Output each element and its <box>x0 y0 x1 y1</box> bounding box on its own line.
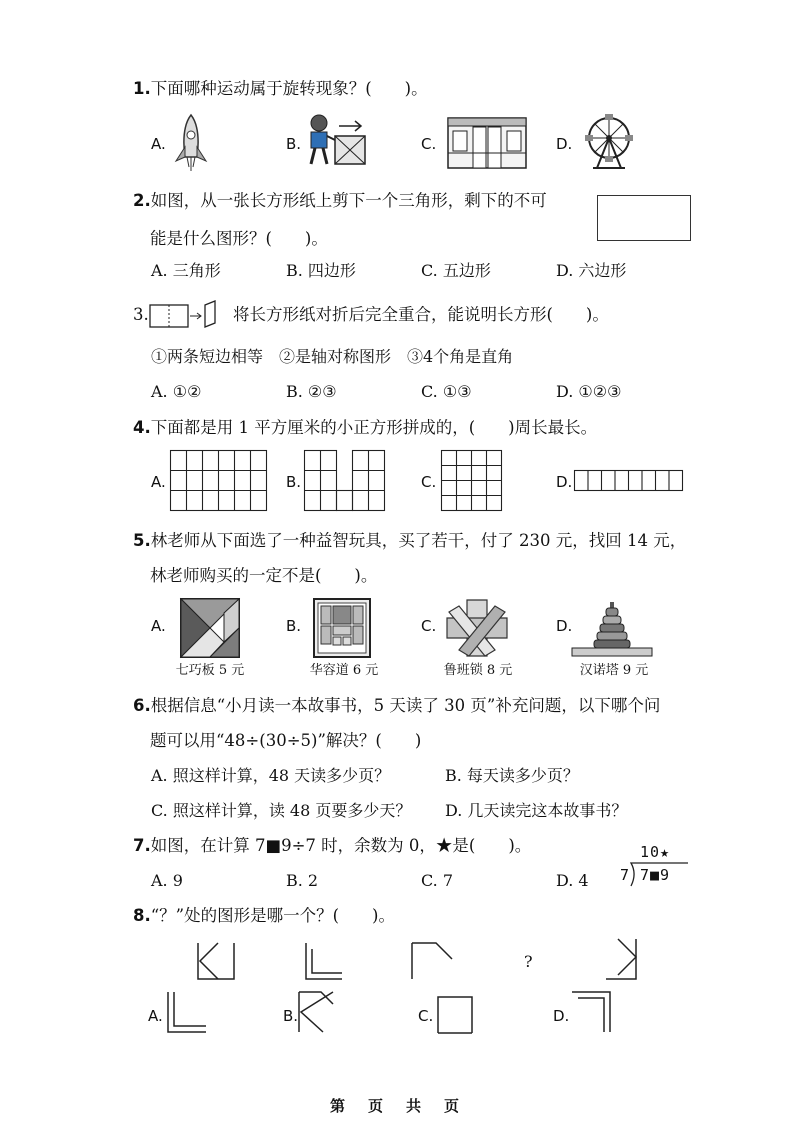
question-5 <box>133 530 686 552</box>
question-mark: ? <box>524 952 533 971</box>
question-text: “？”处的图形是哪一个？( )。 <box>150 906 395 925</box>
question-1 <box>133 78 428 100</box>
option-b-label[interactable]: B. <box>283 1007 299 1025</box>
option-d[interactable]: D. 几天读完这本故事书？ <box>445 801 628 820</box>
option-b-figure <box>297 990 347 1036</box>
option-c-label[interactable]: C. <box>421 473 437 491</box>
caption-huarongdao: 华容道 6 元 <box>309 663 379 678</box>
question-4 <box>133 417 597 439</box>
option-d-label[interactable]: D. <box>556 135 573 153</box>
caption-luban-lock: 鲁班锁 8 元 <box>443 663 513 678</box>
option-b[interactable]: B. 四边形 <box>286 261 356 280</box>
rocket-icon <box>171 113 211 173</box>
option-c[interactable]: C. ①③ <box>421 382 472 401</box>
option-a-label[interactable]: A. <box>151 135 166 153</box>
caption-hanoi-tower: 汉诺塔 9 元 <box>579 663 649 678</box>
option-c[interactable]: C. 照这样计算，读 48 页要多少天？ <box>151 801 412 820</box>
option-d-label[interactable]: D. <box>553 1007 570 1025</box>
option-c-label[interactable]: C. <box>418 1007 434 1025</box>
question-3-number: 3. <box>133 305 149 324</box>
option-a-label[interactable]: A. <box>148 1007 163 1025</box>
question-2 <box>133 190 547 212</box>
option-c-label[interactable]: C. <box>421 617 437 635</box>
option-b-label[interactable]: B. <box>286 473 302 491</box>
option-d[interactable]: D. 4 <box>556 871 589 890</box>
question-7 <box>133 835 531 857</box>
grid-figure-a <box>170 450 270 512</box>
question-2-line2: 能是什么图形？( )。 <box>150 229 328 248</box>
question-number: 4. <box>133 418 151 437</box>
question-8 <box>133 905 395 927</box>
option-a[interactable]: A. 三角形 <box>151 261 221 280</box>
question-text: 如图，从一张长方形纸上剪下一个三角形，剩下的不可 <box>150 191 547 210</box>
option-d[interactable]: D. ①②③ <box>556 382 622 401</box>
question-number: 5. <box>133 531 151 550</box>
division-dividend: 7■9 <box>640 866 671 884</box>
option-d[interactable]: D. 六边形 <box>556 261 627 280</box>
question-3-statements: ①两条短边相等 ②是轴对称图形 ③4个角是直角 <box>151 347 514 366</box>
question-3-text: 将长方形纸对折后完全重合，能说明长方形( )。 <box>233 305 609 324</box>
division-divisor: 7 <box>620 866 630 884</box>
question-text: 林老师从下面选了一种益智玩具，买了若干，付了 230 元，找回 14 元， <box>150 531 687 550</box>
page-footer: 第 页 共 页 <box>329 1097 463 1115</box>
option-c[interactable]: C. 五边形 <box>421 261 491 280</box>
option-b-label[interactable]: B. <box>286 617 302 635</box>
grid-figure-d <box>574 470 686 494</box>
option-c-figure <box>436 995 486 1041</box>
question-text: 下面都是用 1 平方厘米的小正方形拼成的，( )周长最长。 <box>150 418 598 437</box>
pattern-sequence <box>140 935 790 985</box>
option-a-label[interactable]: A. <box>151 473 166 491</box>
child-pushing-box-icon <box>305 114 375 169</box>
question-text: 如图，在计算 7■9÷7 时，余数为 0，★是( )。 <box>150 836 532 855</box>
tangram-icon <box>180 598 240 658</box>
option-d-figure <box>570 990 620 1036</box>
caption-tangram: 七巧板 5 元 <box>175 663 245 678</box>
fold-rectangle-figure <box>149 300 231 330</box>
option-c[interactable]: C. 7 <box>421 871 454 890</box>
question-number: 8. <box>133 906 151 925</box>
question-5-line2: 林老师购买的一定不是( )。 <box>150 566 378 585</box>
question-number: 2. <box>133 191 151 210</box>
option-a[interactable]: A. ①② <box>151 382 202 401</box>
option-b[interactable]: B. 每天读多少页？ <box>445 766 579 785</box>
option-b[interactable]: B. ②③ <box>286 382 337 401</box>
question-number: 1. <box>133 79 151 98</box>
question-number: 7. <box>133 836 151 855</box>
division-quotient: 10★ <box>640 843 671 861</box>
option-a[interactable]: A. 照这样计算，48 天读多少页？ <box>151 766 391 785</box>
grid-figure-c <box>441 450 505 512</box>
option-d-label[interactable]: D. <box>556 473 573 491</box>
option-b[interactable]: B. 2 <box>286 871 319 890</box>
option-b-label[interactable]: B. <box>286 135 302 153</box>
question-number: 6. <box>133 696 151 715</box>
grid-figure-b <box>304 450 386 512</box>
rectangle-paper-figure <box>597 195 691 241</box>
sliding-door-icon <box>447 117 527 169</box>
huarongdao-icon <box>313 598 371 658</box>
question-text: 下面哪种运动属于旋转现象？( )。 <box>150 79 428 98</box>
question-text: 根据信息“小月读一本故事书，5 天读了 30 页”补充问题，以下哪个问 <box>150 696 661 715</box>
option-a-label[interactable]: A. <box>151 617 166 635</box>
question-6 <box>133 695 660 717</box>
question-6-line2: 题可以用“48÷(30÷5)”解决？( ) <box>150 731 422 750</box>
option-d-label[interactable]: D. <box>556 617 573 635</box>
ferris-wheel-icon <box>583 114 635 170</box>
option-c-label[interactable]: C. <box>421 135 437 153</box>
option-a[interactable]: A. 9 <box>151 871 183 890</box>
luban-lock-icon <box>445 598 509 658</box>
hanoi-tower-icon <box>570 598 654 658</box>
option-a-figure <box>166 990 216 1036</box>
